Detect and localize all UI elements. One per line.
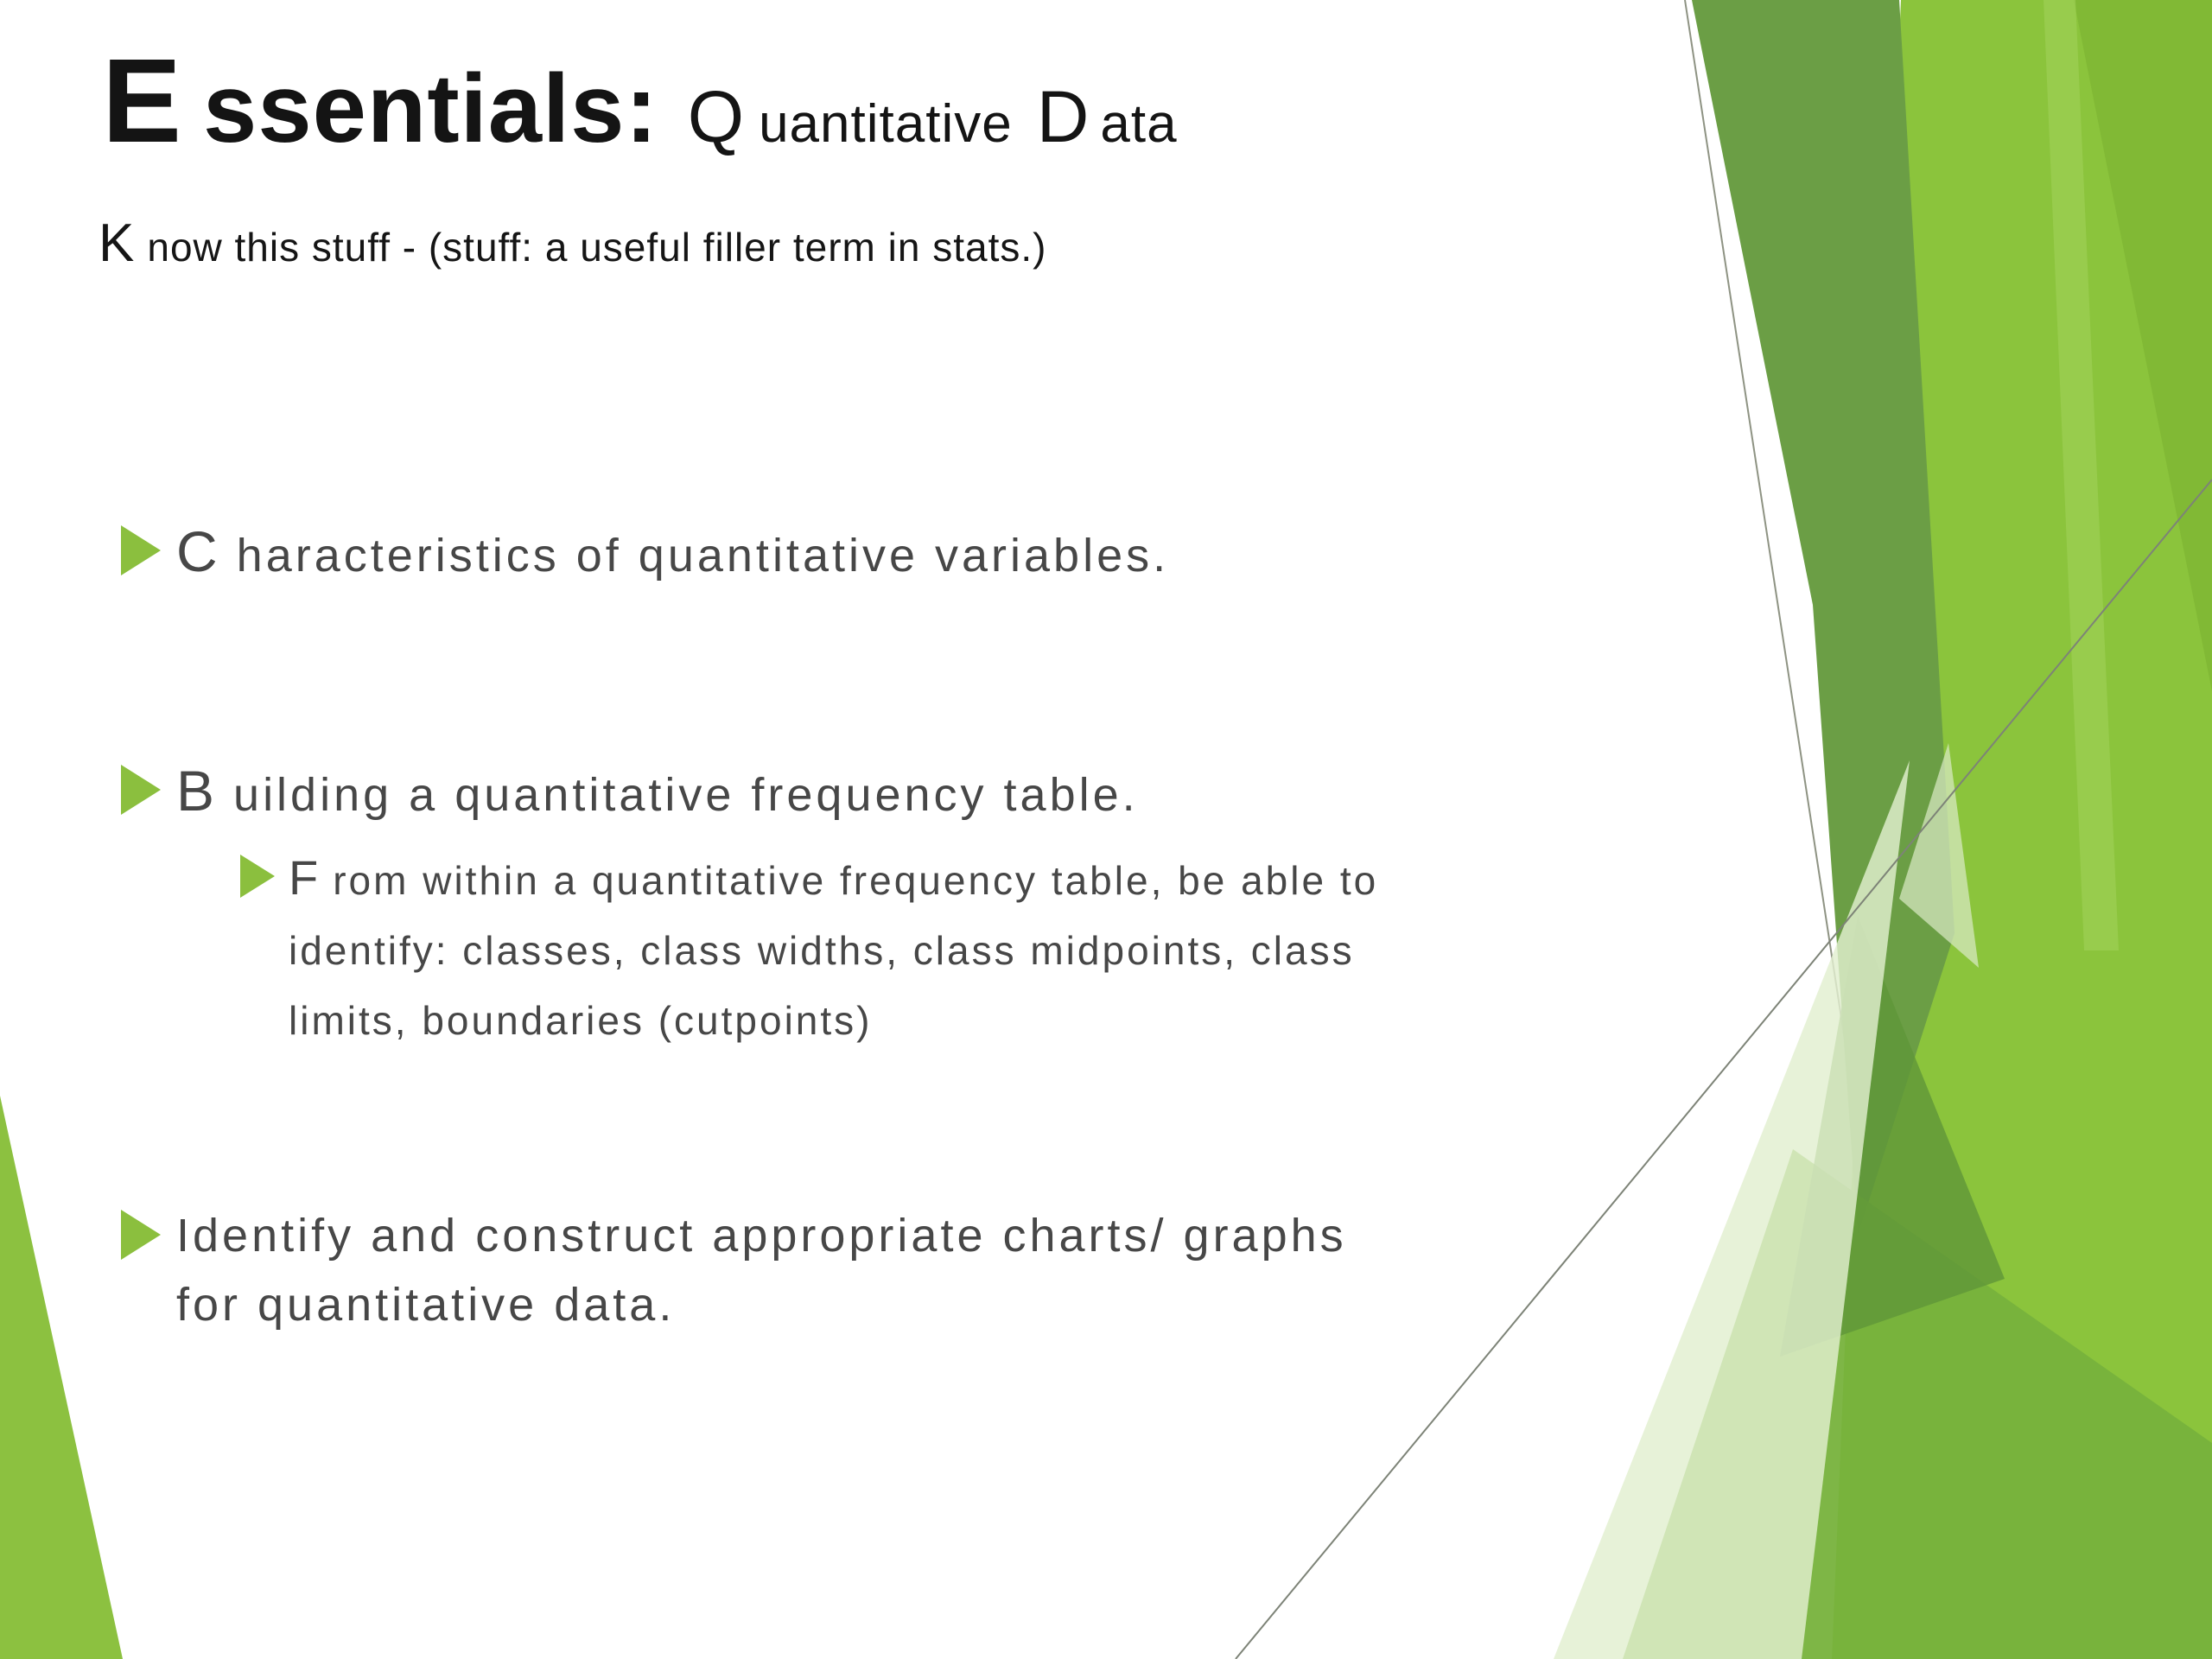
bullet-triangle-icon bbox=[240, 855, 275, 898]
bullet-triangle-icon bbox=[121, 765, 161, 815]
bullet-line-1: Identify and construct appropriate charts/ graphs bbox=[176, 1210, 1347, 1262]
page-title bbox=[102, 33, 1178, 170]
sub-bullet-line-2: identify: classes, class widths, class midpoints, class bbox=[289, 928, 1355, 973]
bullet-item-3 bbox=[121, 1201, 1347, 1339]
bullet-triangle-icon bbox=[121, 525, 161, 575]
bullet-text bbox=[176, 756, 1139, 830]
bullet-body: uilding a quantitative frequency table. bbox=[233, 769, 1139, 821]
bullet-body: rom within a quantitative frequency table, be able to bbox=[333, 858, 1379, 903]
subtitle-text: now this stuff - (stuff: a useful filler term in stats.) bbox=[147, 225, 1047, 270]
title-word-ssentials: ssentials: bbox=[203, 54, 658, 162]
title-dropcap-q: Q bbox=[687, 76, 746, 157]
bullet-text bbox=[176, 517, 1169, 590]
subtitle bbox=[99, 213, 1046, 274]
title-dropcap-e: E bbox=[102, 35, 183, 168]
bullet-body: haracteristics of quantitative variables. bbox=[236, 530, 1170, 582]
bullet-item-1 bbox=[121, 517, 1169, 590]
subtitle-dropcap-k: K bbox=[99, 213, 136, 273]
bullet-dropcap: F bbox=[289, 850, 321, 905]
sub-bullet-line-3: limits, boundaries (cutpoints) bbox=[289, 998, 873, 1043]
bullet-dropcap: C bbox=[176, 519, 221, 583]
sub-bullet-item bbox=[240, 842, 1378, 1056]
sub-bullet-line-1 bbox=[289, 842, 1378, 916]
title-word-uantitative: uantitative bbox=[759, 94, 1013, 154]
bullet-triangle-icon bbox=[121, 1210, 161, 1260]
title-dropcap-d: D bbox=[1036, 76, 1090, 157]
bullet-text bbox=[176, 1201, 1347, 1339]
bullet-line-2: for quantitative data. bbox=[176, 1279, 676, 1331]
bullet-text bbox=[289, 842, 1378, 1056]
title-word-ata: ata bbox=[1100, 94, 1178, 154]
bullet-item-2 bbox=[121, 756, 1139, 830]
bullet-dropcap: B bbox=[176, 759, 219, 823]
